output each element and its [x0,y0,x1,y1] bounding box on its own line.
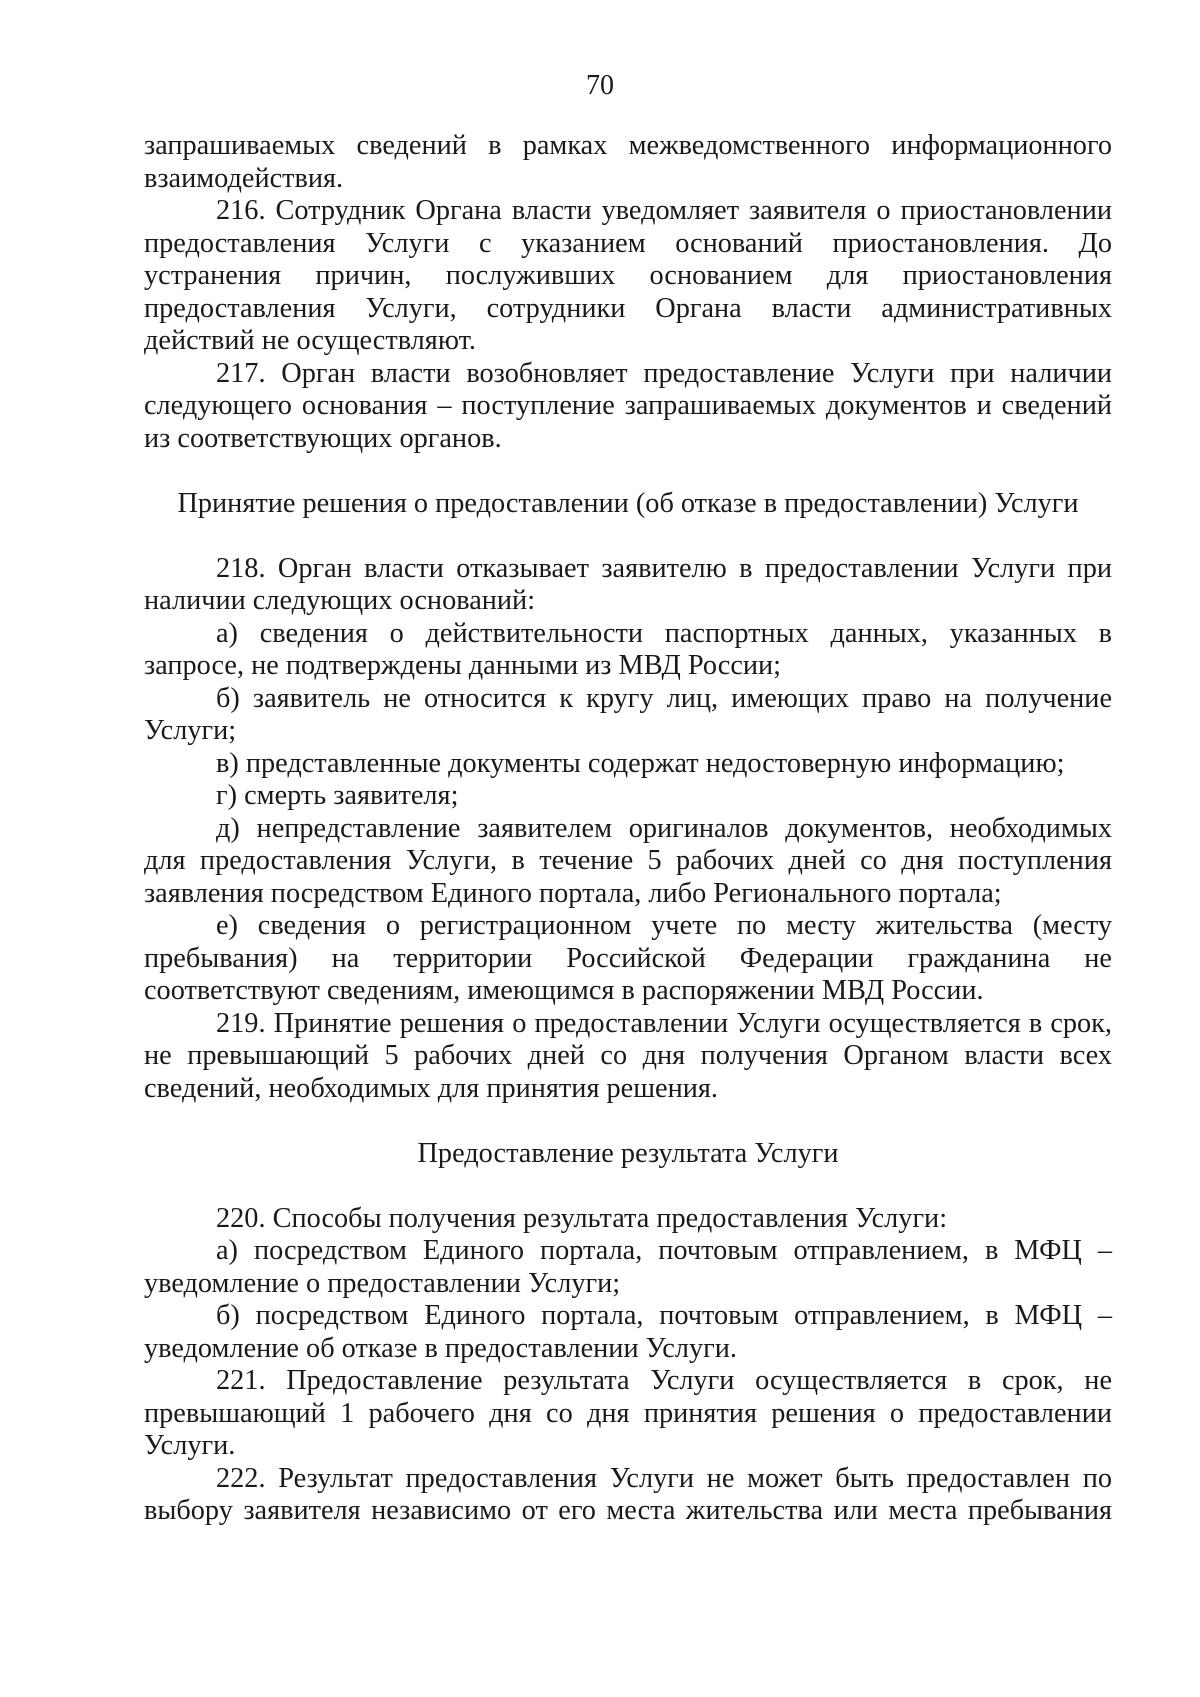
section-heading-decision: Принятие решения о предоставлении (об отказе в предоставлении) Услуги [177,487,1079,519]
page-number: 70 [586,70,614,101]
paragraph-218-e: е) сведения о регистрационном учете по месту жительства (месту пребывания) на территории Российской Федерации гражданина не соответствуют сведениям, имеющимся в распоряжении МВД России. [144,910,1112,1006]
paragraph-220-a: а) посредством Единого портала, почтовым отправлением, в МФЦ – уведомление о предоставлении Услуги; [144,1235,1112,1299]
paragraph-220: 220. Способы получения результата предоставления Услуги: [216,1202,948,1234]
paragraph-218-d: д) непредставление заявителем оригиналов документов, необходимых для предоставления Услуги, в течение 5 рабочих дней со дня поступления заявления посредством Единого портала, либо Регионального портала; [144,812,1112,909]
paragraph-218-v: в) представленные документы содержат недостоверную информацию; [216,747,1065,779]
paragraph-218-b: б) заявитель не относится к кругу лиц, имеющих право на получение Услуги; [144,682,1112,746]
document-body [144,130,1112,1528]
paragraph-221: 221. Предоставление результата Услуги осуществляется в срок, не превышающий 1 рабочего дня со дня принятия решения о предоставлении Услуги. [144,1365,1112,1461]
paragraph-216: 216. Сотрудник Органа власти уведомляет заявителя о приостановлении предоставления Услуги с указанием оснований приостановления. До устранения причин, послуживших основанием для приостановления предоставления Услуги, сотрудники Органа власти административных действий не осуществляют. [144,195,1112,356]
paragraph-222: 222. Результат предоставления Услуги не может быть предоставлен по выбору заявителя независимо от его места жительства или места пребывания [144,1462,1112,1526]
section-heading-result: Предоставление результата Услуги [417,1137,839,1169]
paragraph-220-b: б) посредством Единого портала, почтовым отправлением, в МФЦ – уведомление об отказе в предоставлении Услуги. [144,1300,1112,1364]
paragraph-218: 218. Орган власти отказывает заявителю в предоставлении Услуги при наличии следующих оснований: [144,552,1112,616]
paragraph-218-g: г) смерть заявителя; [216,780,459,811]
paragraph-continuation: запрашиваемых сведений в рамках межведомственного информационного взаимодействия. [144,130,1112,194]
paragraph-219: 219. Принятие решения о предоставлении Услуги осуществляется в срок, не превышающий 5 рабочих дней со дня получения Органом власти всех сведений, необходимых для принятия решения. [144,1007,1112,1104]
paragraph-217: 217. Орган власти возобновляет предоставление Услуги при наличии следующего основания – поступление запрашиваемых документов и сведений из соответствующих органов. [144,357,1112,454]
paragraph-218-a: а) сведения о действительности паспортных данных, указанных в запросе, не подтверждены данными из МВД России; [144,617,1112,681]
